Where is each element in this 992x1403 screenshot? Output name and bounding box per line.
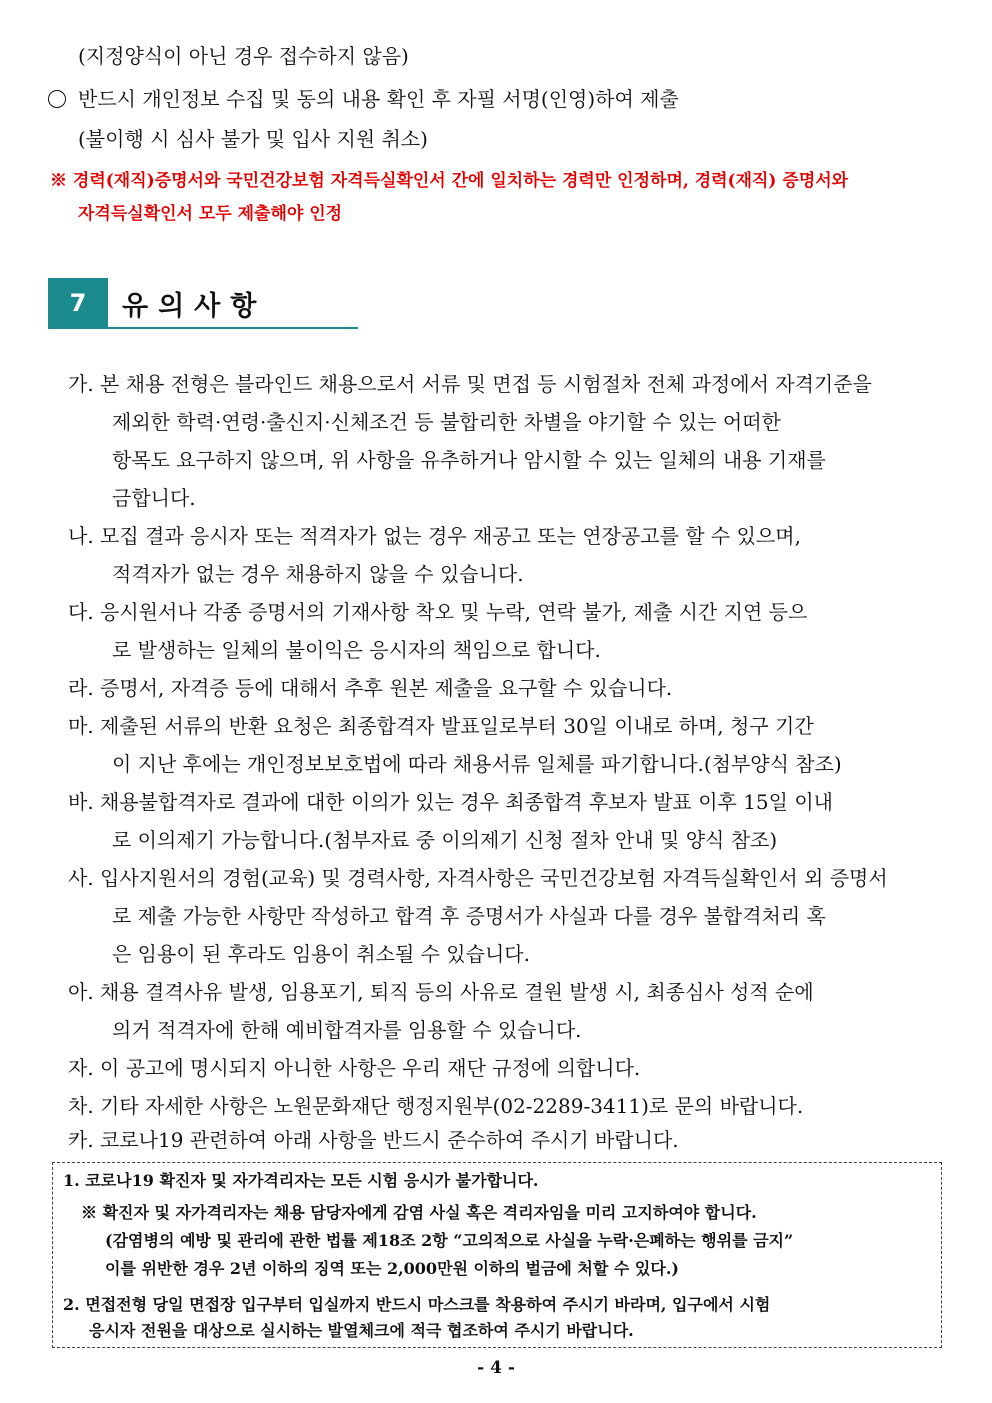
list-item: 금합니다. [112, 486, 196, 510]
section-header [48, 278, 358, 330]
section-number: 7 [48, 278, 108, 328]
warning-line-2: 자격득실확인서 모두 제출해야 인정 [78, 204, 343, 224]
covid-notice-box [52, 1162, 942, 1348]
note-consent-sub: (불이행 시 심사 불가 및 입사 지원 취소) [78, 127, 428, 151]
page-number: - 4 - [477, 1358, 515, 1378]
box-line: 응시자 전원을 대상으로 실시하는 발열체크에 적극 협조하여 주시기 바랍니다. [89, 1321, 634, 1340]
list-item: 항목도 요구하지 않으며, 위 사항을 유추하거나 암시할 수 있는 일체의 내용 기재를 [112, 448, 826, 472]
box-line: 이를 위반한 경우 2년 이하의 징역 또는 2,000만원 이하의 벌금에 처할 수 있다.) [105, 1259, 679, 1278]
list-item: 적격자가 없는 경우 채용하지 않을 수 있습니다. [112, 562, 524, 586]
list-item: 사. 입사지원서의 경험(교육) 및 경력사항, 자격사항은 국민건강보험 자격득실확인서 외 증명서 [68, 866, 888, 890]
list-item: 바. 채용불합격자로 결과에 대한 이의가 있는 경우 최종합격 후보자 발표 이후 15일 이내 [68, 790, 833, 814]
list-item: 라. 증명서, 자격증 등에 대해서 추후 원본 제출을 요구할 수 있습니다. [68, 676, 673, 700]
section-underline [48, 327, 358, 329]
note-format: (지정양식이 아닌 경우 접수하지 않음) [78, 44, 409, 68]
list-item: 이 지난 후에는 개인정보보호법에 따라 채용서류 일체를 파기합니다.(첨부양식 참조) [112, 752, 842, 776]
list-item: 다. 응시원서나 각종 증명서의 기재사항 착오 및 누락, 연락 불가, 제출 시간 지연 등으 [68, 600, 808, 624]
box-line: ※ 확진자 및 자가격리자는 채용 담당자에게 감염 사실 혹은 격리자임을 미리 고지하여야 합니다. [81, 1203, 757, 1222]
note-consent: 반드시 개인정보 수집 및 동의 내용 확인 후 자필 서명(인영)하여 제출 [48, 85, 679, 113]
list-item: 로 이의제기 가능합니다.(첨부자료 중 이의제기 신청 절차 안내 및 양식 참조) [112, 828, 778, 852]
list-item: 나. 모집 결과 응시자 또는 적격자가 없는 경우 재공고 또는 연장공고를 할 수 있으며, [68, 524, 801, 548]
box-line: 2. 면접전형 당일 면접장 입구부터 입실까지 반드시 마스크를 착용하여 주시기 바라며, 입구에서 시험 [63, 1295, 771, 1314]
list-item: 은 임용이 된 후라도 임용이 취소될 수 있습니다. [112, 942, 530, 966]
list-item: 카. 코로나19 관련하여 아래 사항을 반드시 준수하여 주시기 바랍니다. [68, 1128, 679, 1152]
list-item: 로 발생하는 일체의 불이익은 응시자의 책임으로 합니다. [112, 638, 601, 662]
box-line: (감염병의 예방 및 관리에 관한 법률 제18조 2항 “고의적으로 사실을 누락·은폐하는 행위를 금지” [105, 1231, 794, 1250]
section-title: 유의사항 [122, 291, 267, 322]
list-item: 마. 제출된 서류의 반환 요청은 최종합격자 발표일로부터 30일 이내로 하며, 청구 기간 [68, 714, 814, 738]
list-item: 로 제출 가능한 사항만 작성하고 합격 후 증명서가 사실과 다를 경우 불합격처리 혹 [112, 904, 826, 928]
list-item: 의거 적격자에 한해 예비합격자를 임용할 수 있습니다. [112, 1018, 582, 1042]
list-item: 차. 기타 자세한 사항은 노원문화재단 행정지원부(02-2289-3411)로 문의 바랍니다. [68, 1094, 804, 1118]
list-item: 자. 이 공고에 명시되지 아니한 사항은 우리 재단 규정에 의합니다. [68, 1056, 641, 1080]
box-line: 1. 코로나19 확진자 및 자가격리자는 모든 시험 응시가 불가합니다. [63, 1171, 539, 1190]
warning-line-1: ※ 경력(재직)증명서와 국민건강보험 자격득실확인서 간에 일치하는 경력만 인정하며, 경력(재직) 증명서와 [50, 171, 849, 191]
list-item: 아. 채용 결격사유 발생, 임용포기, 퇴직 등의 사유로 결원 발생 시, 최종심사 성적 순에 [68, 980, 814, 1004]
list-item: 가. 본 채용 전형은 블라인드 채용으로서 서류 및 면접 등 시험절차 전체 과정에서 자격기준을 [68, 372, 872, 396]
list-item: 제외한 학력·연령·출신지·신체조건 등 불합리한 차별을 야기할 수 있는 어떠한 [112, 410, 781, 434]
circle-bullet-icon [48, 90, 66, 108]
